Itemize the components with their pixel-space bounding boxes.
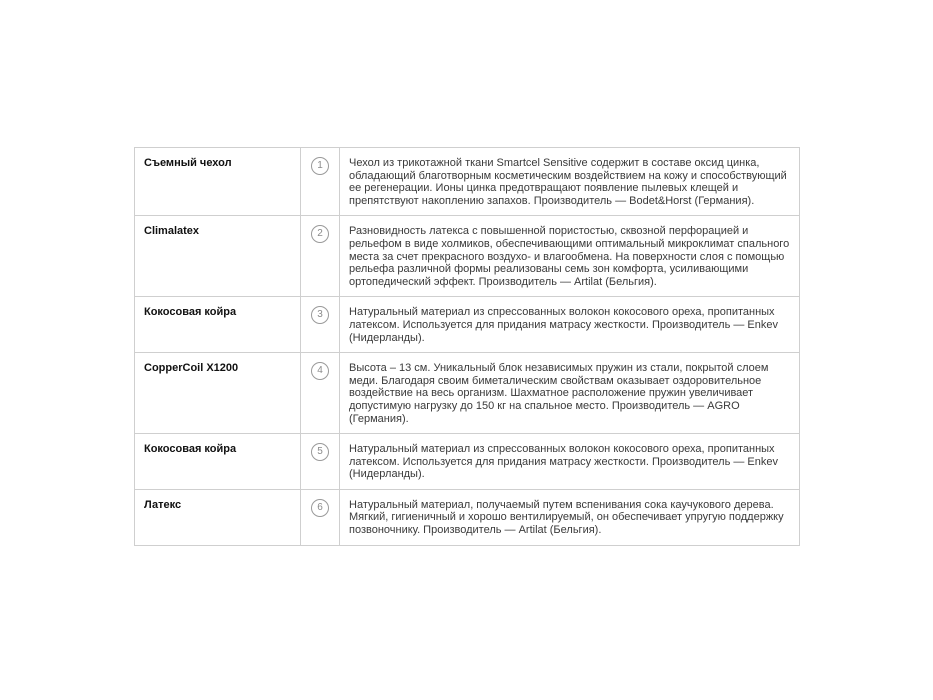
layer-description: Разновидность латекса с повышенной пористостью, сквозной перфорацией и рельефом в виде холмиков, обеспечивающими оптимальный микроклимат спального места за счет прекрасного воздухо- и влагообмена. На поверхности слоя с помощью рельефа различной формы реализованы семь зон комфорта, усиливающими ортопедический эффект. Производитель — Artilat (Бельгия). — [340, 216, 800, 297]
table-row — [135, 434, 800, 490]
table-row — [135, 353, 800, 434]
layer-name: CopperCoil X1200 — [135, 353, 301, 434]
layer-description: Натуральный материал из спрессованных волокон кокосового ореха, пропитанных латексом. Используется для придания матрасу жесткости. Производитель — Enkev (Нидерланды). — [340, 297, 800, 353]
table-row — [135, 216, 800, 297]
layer-name: Кокосовая койра — [135, 434, 301, 490]
layer-number-cell — [301, 216, 340, 297]
table-row — [135, 489, 800, 545]
table-row — [135, 148, 800, 216]
layer-number-badge: 5 — [311, 443, 329, 461]
layer-description: Высота – 13 см. Уникальный блок независимых пружин из стали, покрытой слоем меди. Благодаря своим биметалическим свойствам оказывает оздоровительное воздействие на весь организм. Шахматное расположение пружин увеличивает допустимую нагрузку до 150 кг на спальное место. Производитель — AGRO (Германия). — [340, 353, 800, 434]
layer-number-cell — [301, 297, 340, 353]
layer-name: Climalatex — [135, 216, 301, 297]
layer-description: Натуральный материал, получаемый путем вспенивания сока каучукового дерева. Мягкий, гигиеничный и хорошо вентилируемый, он обеспечивает упругую поддержку позвоночнику. Производитель — Artilat (Бельгия). — [340, 489, 800, 545]
layer-number-badge: 4 — [311, 362, 329, 380]
layer-name: Съемный чехол — [135, 148, 301, 216]
mattress-layers-table — [134, 147, 800, 546]
layer-number-cell — [301, 353, 340, 434]
layer-name: Латекс — [135, 489, 301, 545]
layer-number-cell — [301, 434, 340, 490]
layer-number-cell — [301, 148, 340, 216]
layer-number-badge: 6 — [311, 499, 329, 517]
layer-number-badge: 1 — [311, 157, 329, 175]
layer-description: Чехол из трикотажной ткани Smartcel Sensitive содержит в составе оксид цинка, обладающий благотворным косметическим воздействием на кожу и способствующий ее регенерации. Ионы цинка предотвращают появление пылевых клещей и препятствуют накоплению запахов. Производитель — Bodet&Horst (Германия). — [340, 148, 800, 216]
layer-description: Натуральный материал из спрессованных волокон кокосового ореха, пропитанных латексом. Используется для придания матрасу жесткости. Производитель — Enkev (Нидерланды). — [340, 434, 800, 490]
table-row — [135, 297, 800, 353]
layer-number-badge: 2 — [311, 225, 329, 243]
layer-name: Кокосовая койра — [135, 297, 301, 353]
layer-number-cell — [301, 489, 340, 545]
layer-number-badge: 3 — [311, 306, 329, 324]
